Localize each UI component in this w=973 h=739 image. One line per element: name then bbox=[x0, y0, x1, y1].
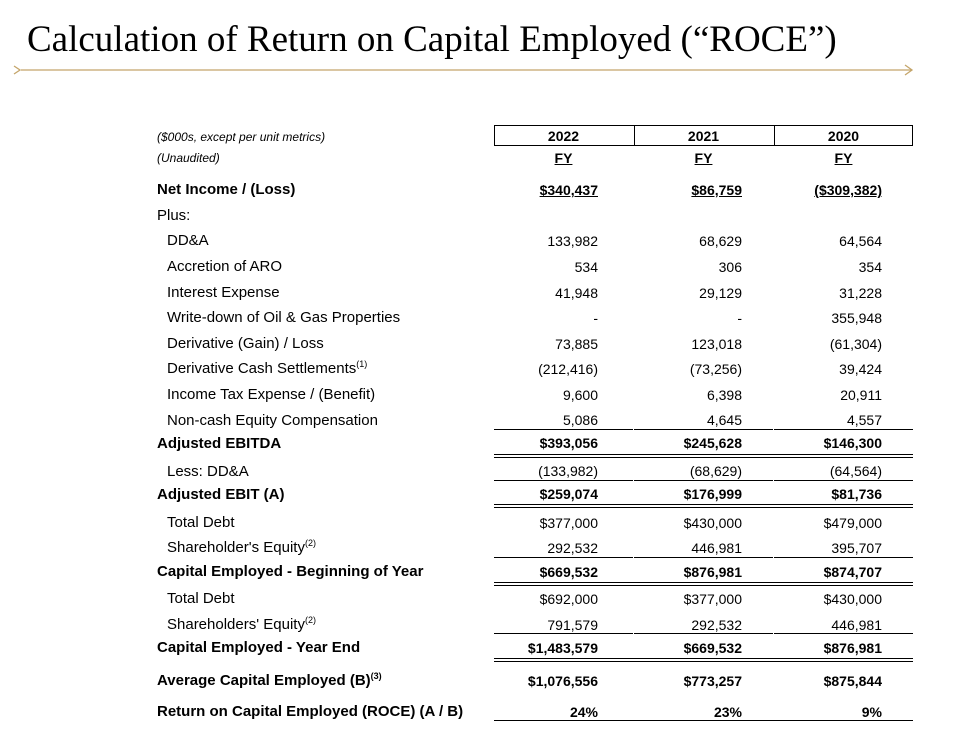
cap-end-2021: $669,532 bbox=[683, 640, 742, 656]
rule bbox=[774, 429, 913, 430]
double-rule-bottom bbox=[494, 585, 913, 586]
rule bbox=[634, 429, 773, 430]
total-debt-beg-2022: $377,000 bbox=[539, 515, 598, 531]
sh-equity-end-text: Shareholders' Equity bbox=[167, 616, 305, 633]
rule bbox=[774, 480, 913, 481]
sh-equity-beg-2022: 292,532 bbox=[547, 540, 598, 556]
cap-end-label: Capital Employed - Year End bbox=[157, 639, 361, 656]
deriv-cash-2021: (73,256) bbox=[689, 361, 742, 377]
double-rule-bottom bbox=[494, 661, 913, 662]
footnote-2: (2) bbox=[304, 538, 316, 548]
roce-2020: 9% bbox=[861, 704, 882, 720]
dda-label: DD&A bbox=[167, 232, 209, 249]
avg-cap-2022: $1,076,556 bbox=[527, 673, 598, 689]
period-2021: FY bbox=[694, 150, 713, 166]
sh-equity-end-2022: 791,579 bbox=[547, 617, 598, 633]
adj-ebit-2020: $81,736 bbox=[831, 486, 882, 502]
page-title: Calculation of Return on Capital Employed (“ROCE”) bbox=[27, 19, 837, 60]
dda-2020: 64,564 bbox=[839, 233, 882, 249]
cap-beg-2022: $669,532 bbox=[539, 564, 598, 580]
deriv-cash-label bbox=[167, 360, 367, 377]
dda-2021: 68,629 bbox=[699, 233, 742, 249]
total-debt-beg-label: Total Debt bbox=[167, 514, 235, 531]
rule bbox=[634, 633, 773, 634]
net-income-2020: ($309,382) bbox=[814, 182, 882, 198]
rule bbox=[494, 480, 633, 481]
total-debt-beg-2020: $479,000 bbox=[823, 515, 882, 531]
net-income-label: Net Income / (Loss) bbox=[157, 181, 296, 198]
rule bbox=[494, 557, 633, 558]
double-rule-top bbox=[494, 504, 913, 505]
less-dda-2022: (133,982) bbox=[538, 463, 598, 479]
net-income-2021: $86,759 bbox=[691, 182, 742, 198]
adj-ebitda-2022: $393,056 bbox=[539, 435, 598, 451]
avg-cap-text: Average Capital Employed (B) bbox=[157, 672, 371, 689]
less-dda-2021: (68,629) bbox=[689, 463, 742, 479]
cap-beg-2020: $874,707 bbox=[823, 564, 882, 580]
income-tax-2020: 20,911 bbox=[840, 387, 882, 403]
roce-2022: 24% bbox=[569, 704, 598, 720]
aro-label: Accretion of ARO bbox=[167, 258, 283, 275]
cap-end-2022: $1,483,579 bbox=[527, 640, 598, 656]
footnote-1: (1) bbox=[356, 359, 368, 369]
footnote-3: (3) bbox=[370, 671, 382, 681]
writedown-2020: 355,948 bbox=[831, 310, 882, 326]
net-income-2022: $340,437 bbox=[539, 182, 598, 198]
double-rule-bottom bbox=[494, 507, 913, 508]
sh-equity-end-label bbox=[167, 616, 316, 633]
sh-equity-end-2020: 446,981 bbox=[831, 617, 882, 633]
equity-comp-label: Non-cash Equity Compensation bbox=[167, 412, 378, 429]
income-tax-2021: 6,398 bbox=[706, 387, 742, 403]
year-2020: 2020 bbox=[827, 128, 860, 144]
derivative-label: Derivative (Gain) / Loss bbox=[167, 335, 324, 352]
less-dda-2020: (64,564) bbox=[829, 463, 882, 479]
total-debt-beg-2021: $430,000 bbox=[683, 515, 742, 531]
roce-2021: 23% bbox=[713, 704, 742, 720]
avg-cap-2021: $773,257 bbox=[683, 673, 742, 689]
total-debt-end-2020: $430,000 bbox=[823, 591, 882, 607]
total-debt-end-2022: $692,000 bbox=[539, 591, 598, 607]
writedown-label: Write-down of Oil & Gas Properties bbox=[167, 309, 401, 326]
total-debt-end-2021: $377,000 bbox=[683, 591, 742, 607]
aro-2021: 306 bbox=[718, 259, 742, 275]
aro-2020: 354 bbox=[858, 259, 882, 275]
deriv-cash-2022: (212,416) bbox=[538, 361, 598, 377]
income-tax-2022: 9,600 bbox=[562, 387, 598, 403]
income-tax-label: Income Tax Expense / (Benefit) bbox=[167, 386, 376, 403]
writedown-2022: - bbox=[593, 310, 598, 326]
plus-label: Plus: bbox=[157, 207, 191, 224]
title-underline-arrow bbox=[12, 64, 917, 76]
double-rule-top bbox=[494, 454, 913, 455]
interest-2020: 31,228 bbox=[839, 285, 882, 301]
sh-equity-beg-2021: 446,981 bbox=[691, 540, 742, 556]
derivative-2020: (61,304) bbox=[829, 336, 882, 352]
equity-comp-2022: 5,086 bbox=[562, 412, 598, 428]
sh-equity-beg-2020: 395,707 bbox=[831, 540, 882, 556]
cap-beg-2021: $876,981 bbox=[683, 564, 742, 580]
unaudited-note: (Unaudited) bbox=[157, 151, 220, 165]
less-dda-label: Less: DD&A bbox=[167, 463, 249, 480]
cap-beg-label: Capital Employed - Beginning of Year bbox=[157, 563, 424, 580]
roce-label: Return on Capital Employed (ROCE) (A / B) bbox=[157, 703, 464, 720]
adj-ebitda-2020: $146,300 bbox=[823, 435, 882, 451]
adj-ebitda-2021: $245,628 bbox=[683, 435, 742, 451]
sh-equity-end-2021: 292,532 bbox=[691, 617, 742, 633]
rule bbox=[774, 557, 913, 558]
avg-cap-label bbox=[157, 672, 382, 689]
units-note: ($000s, except per unit metrics) bbox=[157, 130, 326, 144]
sh-equity-beg-label bbox=[167, 539, 316, 556]
rule bbox=[774, 633, 913, 634]
adj-ebit-2022: $259,074 bbox=[539, 486, 598, 502]
year-2022: 2022 bbox=[547, 128, 580, 144]
year-2021: 2021 bbox=[687, 128, 720, 144]
period-2020: FY bbox=[834, 150, 853, 166]
equity-comp-2020: 4,557 bbox=[846, 412, 882, 428]
interest-2022: 41,948 bbox=[555, 285, 598, 301]
equity-comp-2021: 4,645 bbox=[706, 412, 742, 428]
derivative-2022: 73,885 bbox=[555, 336, 598, 352]
footnote-2: (2) bbox=[304, 615, 316, 625]
total-debt-end-label: Total Debt bbox=[167, 590, 235, 607]
avg-cap-2020: $875,844 bbox=[823, 673, 882, 689]
adj-ebitda-label: Adjusted EBITDA bbox=[157, 435, 282, 452]
writedown-2021: - bbox=[737, 310, 742, 326]
deriv-cash-2020: 39,424 bbox=[839, 361, 882, 377]
dda-2022: 133,982 bbox=[547, 233, 598, 249]
rule bbox=[494, 633, 633, 634]
double-rule-bottom bbox=[494, 457, 913, 458]
interest-2021: 29,129 bbox=[699, 285, 742, 301]
adj-ebit-label: Adjusted EBIT (A) bbox=[157, 486, 285, 503]
deriv-cash-text: Derivative Cash Settlements bbox=[167, 360, 357, 377]
adj-ebit-2021: $176,999 bbox=[683, 486, 742, 502]
rule bbox=[634, 557, 773, 558]
rule bbox=[494, 429, 633, 430]
double-rule-top bbox=[494, 582, 913, 583]
period-2022: FY bbox=[554, 150, 573, 166]
double-rule-top bbox=[494, 658, 913, 659]
interest-label: Interest Expense bbox=[167, 284, 280, 301]
rule bbox=[494, 720, 913, 721]
derivative-2021: 123,018 bbox=[691, 336, 742, 352]
sh-equity-beg-text: Shareholder's Equity bbox=[167, 539, 305, 556]
cap-end-2020: $876,981 bbox=[823, 640, 882, 656]
rule bbox=[634, 480, 773, 481]
aro-2022: 534 bbox=[574, 259, 598, 275]
